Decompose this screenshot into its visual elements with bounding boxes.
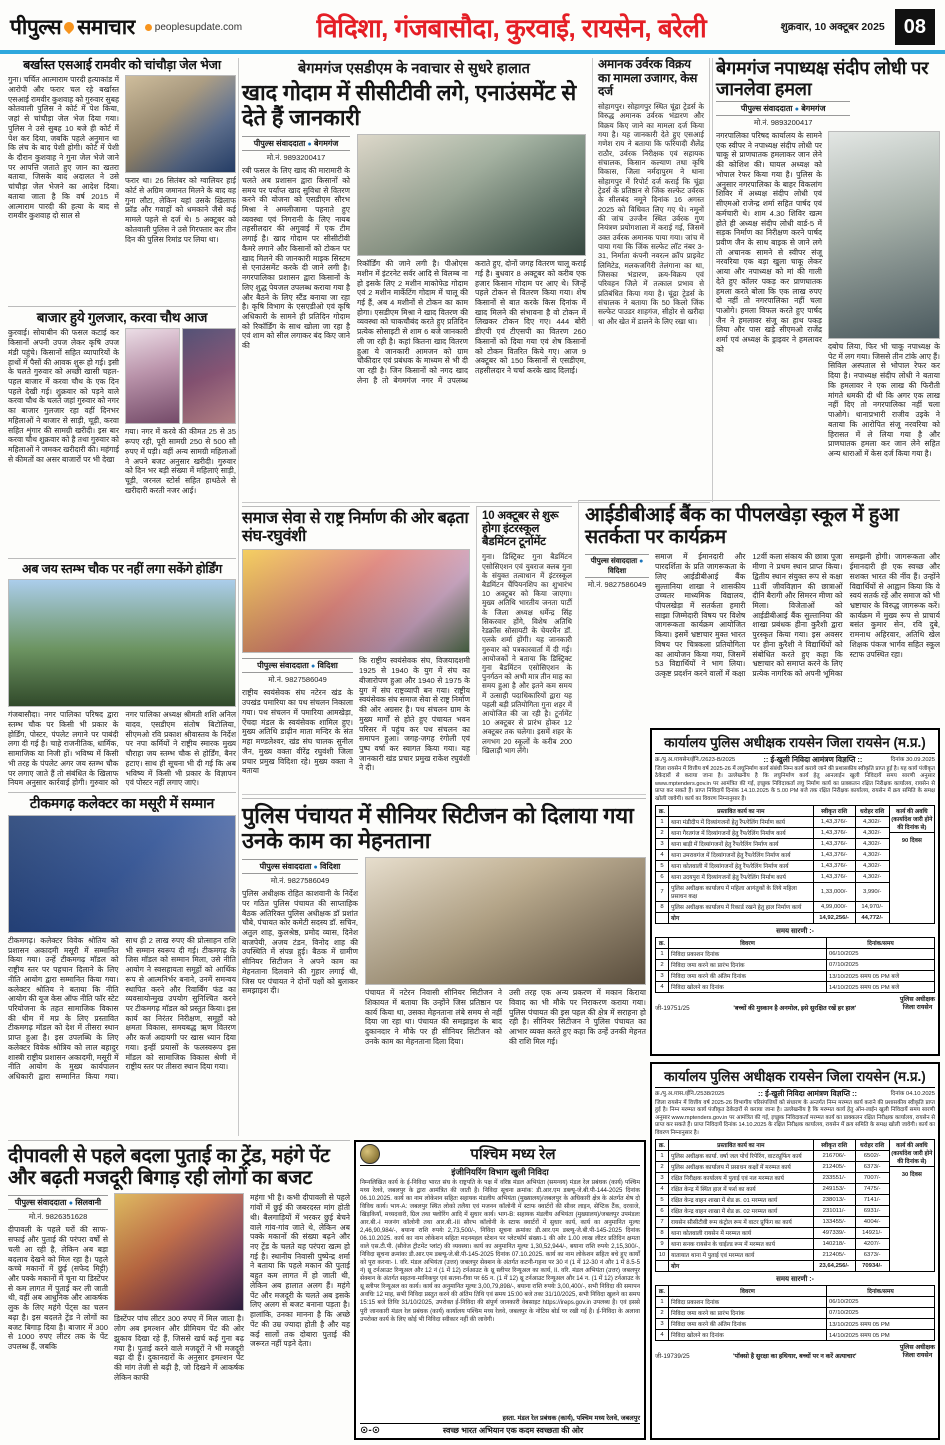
sched-row-desc: निविदा प्रकाशन दिनांक [669,1296,827,1307]
sched-row-no: 4 [656,1329,669,1340]
work-row-no: 2 [656,1161,669,1172]
article-paint-phone: मो.नं. 9826351628 [28,1212,88,1222]
article-panchayat [242,798,646,1046]
photo-rss-path-sanchalan [242,549,470,653]
duration-header: कार्य की अवधि (कार्यादेश जारी होने की दिनांक से) [890,806,934,833]
byline-dot-icon: ● [307,141,312,149]
sched-row-desc: निविदा जमा करने का प्रारंभ दिनांक [669,1307,827,1318]
tender1-office: कार्यालय पुलिस अधीक्षक रायसेन जिला रायसेन (म.प्र.) [655,732,935,754]
sched-row-no: 2 [656,959,669,970]
byline-agency: पीपुल्स संवाददाता [590,556,638,566]
work-row-amount: 212405/- [813,1249,855,1260]
work-row-name: यातायात थाना में पुताई एवं मरम्मत कार्य [669,1249,814,1260]
article-badminton [476,506,572,755]
article-sangh-body-1: राष्ट्रीय स्वयंसेवक संघ नटेरन खंड के उपखंड पमारिया का पथ संचलन निकाला गया। पथ संचलन में पमारिया आमखेड़ा, ऐंचदा मंडल के स्वयंसेवक शामिल हुए। मुख्य अतिथि डाढ़ीन माता मन्दिर के संत महा मण्डलेश्वर, खंड संघ चालक सुनील जैन, मुख्य वक्ता वीरेंद्र रघुवंशी जिला प्रचार प्रमुख विदिशा रहे। मुख्य वक्ता ने बताया [242,688,353,776]
row-divider [242,502,710,503]
sched-header-no: क्र. [656,937,669,948]
work-row-deposit: 3,990/- [855,882,889,901]
work-row-name: थाना उमरावगंज में दिव्यांगजनों हेतु रैंप/रेलिंग निर्माण कार्य [669,849,814,860]
tender1-slogan: 'बच्चों की मुस्कान है अनमोल, इसे सुरक्षित रखें हर हाल' [733,1004,857,1012]
article-khad-body-2: रिकॉर्डिंग की जाने लगी है। पीओएस मशीन में इंटरनेट सर्वर आदि से विलम्ब ना हो इसके लिए 2 मशीन माकोफेड गोदाम एवं 2 मशीन मार्केटिंग गोदाम में चालू की गई हैं, अब 4 मशीनों से टोकन का काम होगा। एसडीएम मिश्रा ने खाद वितरण की व्यवस्था को चाकचौबंद करते हुए प्रतिदिन प्रत्येक सोसाइटी से शाम 6 बजे जानकारी ली जा रही है। कहां कितना खाद वितरण हुआ ये जानकारी आमजन को ग्राम चौकीदार एवं प्रबंधक के माध्यम से भी दी जा रही है। जिन किसानों को नगद खाद लेना है तो बेगमगंज नगर में उपलब्ध कराते हुए, दोनों जगह वितरण चालू कराई गई है। बुधवार 8 अक्टूबर को करीब एक हजार किसान गोदाम पर आए थे। जिन्हें पहले टोकन से वितरण किया गया। शेष किसानों से बात करके किस दिनांक में खाद मिलने की संभावना है वो टोकन में लिखकर टोकन दिए गए। 444 बोरी डीएपी एवं टीएसपी का वितरण 260 किसानों को दिया गया एवं शेष किसानों को टोकन वितरित किये गए। आज 9 अक्टूबर को 150 किसानों से एसडीएम, तहसीलदार ने चर्चा करके खाद दिलाई। [357,259,586,385]
article-collector [8,792,236,1082]
work-row-no: 3 [656,838,669,849]
duration-header: कार्य की अवधि (कार्यादेश जारी होने की दिनांक से) [890,1140,934,1167]
tender-schedule-row [656,1318,935,1329]
railway-title: पश्चिम मध्य रेल [470,1146,556,1163]
tender-notice-2 [650,1062,940,1440]
tender1-code: जी-19751/25 [655,1004,690,1012]
article-panchayat-headline: पुलिस पंचायत में सीनियर सिटीजन को दिलाया गया उनके काम का मेहनताना [242,803,634,854]
article-urvarak-headline: अमानक उर्वरक विक्रय का मामला उजागर, केस दर्ज [598,57,698,99]
railway-emblem-icon [360,1144,380,1164]
work-row-amount: 1,43,376/- [813,860,855,871]
tender-schedule-row [656,1329,935,1340]
work-row-no: 5 [656,860,669,871]
tender-work-row [656,860,890,871]
work-row-deposit: 4004/- [855,1216,889,1227]
photo-paint-shop [114,1193,244,1311]
work-row-name: थाना उदयपुरा में दिव्यांगजनों हेतु रैंप/रेलिंग निर्माण कार्य [669,871,814,882]
work-row-name: थाना मंडीदीप में दिव्यांगजनों हेतु रैंप/रेलिंग निर्माण कार्य [669,816,814,827]
tender2-duration-column [890,1139,935,1272]
article-idbi-headline: आईडीबीआई बैंक का पीपलखेड़ा स्कूल में हुआ सतर्कता पर कार्यक्रम [585,504,899,549]
article-lodhi-byline [716,101,850,116]
sched-row-no: 3 [656,970,669,981]
work-row-amount: 212405/- [813,1161,855,1172]
tender-work-total-row [656,1260,890,1271]
work-row-name: थाना बाड़ी में दिव्यांगजनों हेतु रैंप/रेलिंग निर्माण कार्य [669,838,814,849]
sched-header-desc: विवरण [669,1285,827,1296]
row-divider [242,794,646,795]
masthead [0,4,945,50]
article-jail-body-left: गुना। चर्चित आत्माराम पारदी हत्याकांड में आरोपी और फरार चल रहे बर्खास्त एसआई रामवीर कुशवाह को गुरुवार सुबह कोतवाली पुलिस ने कोर्ट में पेश किया, जहां से चांचौड़ा जेल भेज दिया गया। पुलिस ने उसे सुबह 10 बजे ही कोर्ट में पेश कर दिया, जबकि पहले अनुमान था कि लंच के बाद पेशी होगी। कोर्ट में पेशी के दौरान कुशवाह ने गुना जेल भेजे जाने पर आपत्ति जताते हुए जान का खतरा बताया, जिसके बाद अदालत ने उसे चांचौड़ा जेल भेजने का आदेश दिया। बताया जाता है कि वर्ष 2015 में आत्माराम पारदी की हत्या के बाद से रामवीर कुशवाह दो साल से [8,75,119,221]
tender1-sign-title: पुलिस अधीक्षक [899,995,935,1003]
tender2-slogan: 'पॉक्सो है सुरक्षा का हथियार, बच्चों पर न करें अत्याचार' [733,1352,857,1360]
sched-row-desc: निविदा जमा करने की अंतिम दिनांक [669,970,827,981]
work-row-amount: 497339/- [813,1227,855,1238]
total-amount: 14,92,256/- [813,912,855,923]
article-badminton-body: गुना। डिस्ट्रिक्ट गुना बैडमिंटन एसोसिएशन एवं युवराज क्लब गुना के संयुक्त तत्वाधान में इंटरस्कूल बैडमिंटन चैंपियनशिप का शुभारंभ 10 अक्टूबर को किया जाएगा। मुख्य अतिथि भारतीय जनता पार्टी के जिला अध्यक्ष धर्मेन्द्र सिंह सिकरवार होंगे, विशेष अतिथि रेडक्रॉस सोसायटी के चेयरमैन डॉ. एलके शर्मा होंगी। यह जानकारी गुरुवार को पत्रकारवार्ता में दी गई। आयोजकों ने बताया कि डिस्ट्रिक्ट गुना बैडमिंटन एसोसिएशन के पुनर्गठन को अभी मात्र तीन माह का समय हुआ है और इतने कम समय में उत्साही पदाधिकारियों द्वारा यह पहली बड़ी प्रतियोगिता गुना शहर में आयोजित की जा रही है। टूर्नामेंट 10 अक्टूबर से प्रारंभ होकर 12 अक्टूबर तक चलेगा। इसमें शहर के लगभग 20 स्कूलों के करीब 200 खिलाड़ी भाग लेंगे। [482,552,572,755]
tender2-schedule-title: समय सारणी :- [776,1275,814,1283]
tender-work-row [656,1194,890,1205]
edition-region-line: विदिशा, गंजबासौदा, कुरवाई, रायसेन, बरेली [316,13,707,43]
work-row-deposit: 7141/- [855,1194,889,1205]
tender-work-row [656,1172,890,1183]
sched-header-dt: दिनांक/समय [827,937,935,948]
tender-work-row [656,827,890,838]
sched-row-desc: निविदा खोलने का दिनांक [669,1329,827,1340]
tender2-office: कार्यालय पुलिस अधीक्षक रायसेन जिला रायसेन (म.प्र.) [655,1066,935,1088]
work-row-deposit: 4,302/- [855,860,889,871]
tender-schedule-row [656,1296,935,1307]
railway-footer-slogan: स्वच्छ भारत अभियान एक कदम स्वच्छता की ओर [442,1426,584,1435]
tender-work-row [656,871,890,882]
article-sangh-headline: समाज सेवा से राष्ट्र निर्माण की ओर बढ़ता संघ-रघुवंशी [242,510,469,546]
tender-work-row [656,1161,890,1172]
article-urvarak [592,58,710,326]
col-header-amount: स्वीकृत राशि [813,1139,855,1150]
tender2-ref: क्र./पु.अ./रास./ईनि./2538/2025 [655,1091,725,1097]
col-header-name: प्रस्तावित कार्य का नाम [669,1139,814,1150]
tender2-notice-type: :: ई-खुली निविदा आमंत्रण विज्ञप्ति :: [758,1089,858,1098]
tender2-sign-district: जिला रायसेन [902,1351,933,1359]
page-number: 08 [895,9,935,45]
tender-work-row [656,1249,890,1260]
col-header-amount: स्वीकृत राशि [813,805,855,816]
sched-row-dt: 13/10/2025 समय 05 PM बजे [827,970,935,981]
tender-work-row [656,816,890,827]
article-hoarding-body: गंजबासौदा। नगर पालिका परिषद द्वारा स्तम्भ चौक पर किसी भी प्रकार के होर्डिंग, पोस्टर, पंपलेट लगाने पर पाबंदी लगा दी गई है। चाहे राजनीतिक, धार्मिक, सामाजिक या निजी हों। भविष्य में किसी भी तरह के पंपलेट अगर जय स्तम्भ चौक पर लगाए जाते हैं तो संबंधित के खिलाफ नियम अनुसार कार्रवाई होगी। गुरुवार को नगर पालिका अध्यक्ष श्रीमती शशि अनिल यादव, एसडीएम संतोष बिटोलिया, सीएमओ रवि प्रकाश श्रीवास्तव के निर्देश पर नपा कर्मियों ने राष्ट्रीय स्मारक मुख्य चौराहा जय स्तम्भ चौक से होर्डिंग, बैनर हटाए। साथ ही सूचना भी दी गई कि अब भविष्य में किसी भी प्रकार के विज्ञापन एवं पोस्टर नहीं लगाए जाएं। [8,710,236,788]
tender2-work-table [655,1139,890,1272]
tender-work-row [656,1205,890,1216]
railway-tender-notice [354,1140,646,1440]
work-row-deposit: 4,302/- [855,849,889,860]
byline-dot-icon: ● [68,1200,73,1208]
work-row-deposit: 6502/- [855,1150,889,1161]
work-row-deposit: 4,302/- [855,871,889,882]
article-khad-body-1: रबी फसल के लिए खाद की मारामारी के चलते अब प्रशासन द्वारा किसानों को समय पर पर्याप्त खाद सुविधा से वितरण करने की योजना को एसडीएम सौरभ मिश्रा ने अमलीजामा पहनाते हुए व्यवस्था एवं निगरानी के लिए नायब तहसीलदार की अगुवाई में एक टीम लगाई है। खाद गोदाम पर सीसीटीवी कैमरे लगाने और किसानों को टोकन पर खाद मिलने की जानकारी माइक सिस्टम से एनाउंसमेंट करके दी जाने लगी है। नगरपालिका प्रशासन द्वारा किसानों के लिए शुद्ध पेयजल उपलब्ध कराया गया है और बैठने के लिए स्टैंड बनाया जा रहा है। कृषि विभाग के एसएडीओ एवं कृषि अधिकारी के सामने ही प्रतिदिन गोदाम को रिकॉर्डिंग के साथ खोला जा रहा है एवं शाम को सील लगाकर बंद किए जाने की [242,166,350,351]
column-divider [712,58,713,502]
work-row-name: रक्षित केन्द्र वाहन शाखा में शेड क्र. 01 मरम्मत कार्य [669,1194,814,1205]
article-paint-body-1: दीपावली के पहले घरों की साफ-सफाई और पुताई की परंपरा वर्षों से चली आ रही है, लेकिन अब बड़ा बदलाव देखने को मिल रहा है। पहले कच्चे मकानों में छुई (सफेद मिट्टी) और पक्के मकानों में चूना या डिस्टेंपर से कम लागत में पुताई कर ली जाती थी, वहीं अब आधुनिक और आकर्षक लुक के लिए महंगे पेंट्स का चलन बढ़ा है। इस बदलते ट्रेंड ने लोगों का बजट बिगाड़ दिया है। बाजार में 300 से 1000 रुपए लीटर तक के पेंट उपलब्ध हैं, जबकि [8,1225,108,1352]
article-khad-phone: मो.नं. 9893200417 [266,153,326,163]
work-row-no: 8 [656,901,669,912]
article-idbi-phone: मो.नं. 9827586049 [587,580,647,590]
tender1-intro: जिला रायसेन में वित्तीय वर्ष 2025-26 में लघुनिर्माण कार्य संबंधी निम्न कार्य कराये जाने की प्रशासकीय स्वीकृति प्राप्त हुई है। यह कार्य पंजीकृत ठेकेदारों से कराया जाना है। उल्लेखनीय है कि लघुनिर्माण कार्य हेतु आनलाईन खुली निविदायें समय सारणी अनुसार www.mptenders.gov.in पर आमंत्रित की गई, इच्छुक निविदाकर्ता लघु निर्माण कार्य का प्राक्कलन रक्षित निरीक्षक कार्यालय, रायसेन से प्राप्त कर सकते हैं। प्राप्त निविदायें दिनांक 14.10.2025 के 5.00 PM बजे तक रक्षित निरीक्षक कार्यालय, रायसेन में क्रय समिति के समक्ष खोली जावेगी। कार्य का विवरण निम्नानुसार है। [655,766,935,802]
work-row-amount: 1,43,376/- [813,827,855,838]
website-url: peoplesupdate.com [154,21,243,33]
tender1-schedule-table [655,937,935,993]
work-row-deposit: 6373/- [855,1161,889,1172]
sched-row-no: 3 [656,1318,669,1329]
work-row-deposit: 6931/- [855,1205,889,1216]
location-pin-icon [62,20,76,34]
sched-row-no: 2 [656,1307,669,1318]
article-jail-headline: बर्खास्त एसआई रामवीर को चांचौड़ा जेल भेजा [23,58,221,72]
tender-work-row [656,1150,890,1161]
tender2-intro: जिला रायसेन में वित्तीय वर्ष 2025-26 विभागीय परिसंपत्तियों को संधारण के अन्तर्गत निम्न मरम्मत कार्य कराने की प्रशासकीय स्वीकृति प्राप्त हुई है। निम्न मरम्मत कार्य पंजीकृत ठेकेदारों से कराया जाना है। उल्लेखनीय है कि मरम्मत कार्य हेतु ऑन-लाईन खुली निविदायें समय सारणी अनुसार www.mptenders.gov.in पर आमंत्रित की गई, इच्छुक निविदाकर्ता मरम्मत कार्य का प्राक्कलन रक्षित निरीक्षक कार्यालय, रायसेन से प्राप्त कर सकते हैं। प्राप्त निविदायें दिनांक 14.10.2025 के रक्षित निरीक्षक कार्यालय, रायसेन में क्रय समिति के समक्ष खोली जावेगी। कार्य का विवरण निम्नानुसार है। [655,1100,935,1136]
byline-agency: पीपुल्स संवाददाता [257,661,309,671]
work-row-no: 1 [656,816,669,827]
tender2-schedule-table [655,1285,935,1341]
total-label: योग [669,912,814,923]
sched-row-desc: निविदा खोलने का दिनांक [669,981,827,992]
article-jail-body-right: फरार था। 26 सितंबर को ग्वालियर हाई कोर्ट से अग्रिम जमानत मिलने के बाद वह गुना लौटा, लेकिन यहां उसके खिलाफ फ्रॉड और गवाहों को धमकाने जैसे कई मामले पहले से दर्ज थे। 5 अक्टूबर को कोतवाली पुलिस ने उसे गिरफ्तार कर तीन दिन की पुलिस रिमांड पर लिया था। [125,176,236,244]
date-line: शुक्रवार, 10 अक्टूबर 2025 [780,21,885,33]
photo-karwa-chauth-market [182,328,237,424]
byline-agency: पीपुल्स संवाददाता [740,104,793,114]
work-row-no: 5 [656,1194,669,1205]
photo-collector-award-ceremony [8,815,236,933]
work-row-name: थाना कोतवाली रायसेन में मरम्मत कार्य [669,1227,814,1238]
sched-header-dt: दिनांक/समय [827,1285,935,1296]
tender-schedule-row [656,948,935,959]
article-idbi-byline [585,554,649,578]
tender-schedule-row [656,1307,935,1318]
byline-agency: पीपुल्स संवाददाता [253,139,306,149]
tender1-work-table [655,805,890,924]
sched-row-dt: 06/10/2025 [827,1296,935,1307]
work-row-no: 8 [656,1227,669,1238]
article-paint-body-3: महंगा भी है। कभी दीपावली से पहले गांवों में छुई की जबरदस्त मांग होती थी। बैलगाड़ियों में भरकर छुई बेचने वाले गांव-गांव जाते थे, लेकिन अब पक्के मकानों की संख्या बढ़ने और नए ट्रेंड के चलते यह परंपरा खत्म हो गई है। स्थानीय निवासी पुष्पेन्द्र शर्मा ने बताया कि पहले मकान की पुताई बहुत कम लागत में हो जाती थी, लेकिन अब हालात अलग हैं। महंगे पेंट और मजदूरी के चलते अब इसके लिए अलग से बजट बनाना पड़ता है। हालांकि, उनका मानना है कि अच्छे पेंट की उम्र ज्यादा होती है और यह कई सालों तक दोबारा पुताई की जरूरत नहीं पड़ने देता। [250,1193,350,1349]
work-row-no: 10 [656,1249,669,1260]
byline-dot-icon: ● [313,864,318,872]
work-row-deposit: 7007/- [855,1172,889,1183]
tender-work-row [656,1183,890,1194]
tender2-sign-title: पुलिस अधीक्षक [899,1343,935,1351]
photo-karwa-chauth-woman [125,328,180,424]
header-rule [0,50,945,54]
work-row-no: 4 [656,1183,669,1194]
tender-work-row [656,1216,890,1227]
article-panchayat-body-2: पंचायत में नटेरन निवासी सीनियर सिटीजन ने शिकायत में बताया कि उन्होंने जिस प्रतिष्ठान पर कार्य किया था, उसका मेहनताना लंबे समय से नहीं दिया जा रहा था। पंचायत की समझाइश के बाद दुकानदार ने मौके पर ही सीनियर सिटीजन को उनके काम का मेहनताना दिला दिया। [365,988,502,1046]
column-divider [238,58,239,1136]
tender1-ref: क्र./पु.अ./रायसेन/ईनि./2623-B/2025 [655,757,736,763]
article-lodhi-body-1: नगरपालिका परिषद कार्यालय के सामने एक स्वीपर ने नपाध्यक्ष संदीप लोधी पर चाकू से प्राणघातक हमलाकर जान लेने की कोशिश की। घायल अध्यक्ष को भोपाल रेफर किया गया है। पुलिस के अनुसार नगरपालिका के बाहर विकलांग शिविर में अध्यक्ष संदीप लोधी एवं सीएमओ राजेन्द्र शर्मा सहित पार्षद एवं कर्मचारी थे। शाम 4.30 शिविर खत्म होते ही अध्यक्ष संदीप लोधी वार्ड-5 में सड़क निर्माण का निरीक्षण करने पार्षद प्रवीण जैन के साथ बाइक से जाने लगे तो अचानक सामने से स्वीपर संजू नरवरिया एक बड़ा खुला चाकू लेकर आया और नपाध्यक्ष को मां की गाली देते हुए कॉलर पकड़ कर प्राणघातक हमला करते बोला कि एक लाख रुपए दो नहीं तो नगरपालिका नहीं चला पाओगे। हमला विफल करते हुए पार्षद जैन ने हमलावर संजू का हाथ पकड़ लिया और पास खड़े सीएमओ राजेंद्र शर्मा एवं अध्यक्ष के ड्राइवर ने हमलावर को [716,131,822,354]
article-bazar-body-left: कुरवाई। सोयाबीन की फसल कटाई कर किसानों अपनी उपज लेकर कृषि उपज मंडी पहुंचे। किसानों सहित व्यापारियों के हाथों में पैसों की आवक शुरू हो गई। इसी के चलते गुरुवार को अच्छी खासी चहल-पहल बाजार में करवा चौथ के एक दिन पहले देखी गई। शुक्रवार को पड़ने वाले करवा चौथ के चलते जहां गुरुवार को नगर का बाजार गुलजार रहा वहीं दिनभर महिलाओं ने बाजार से साड़ी, चूड़ी, करवा सहित शृंगार की सामग्री खरीदी। इस बार करवा चौथ शुक्रवार को है तथा गुरुवार को महिलाओं ने जमकर खरीदारी की। महंगाई से कीमतों का असर बाजारों पर भी देखा [8,328,119,464]
col-header-deposit: धरोहर राशि [855,805,889,816]
photo-police-panchayat-meeting [365,857,646,985]
sched-row-dt: 14/10/2025 समय 05 PM [827,1329,935,1340]
total-label: योग [669,1260,814,1271]
photo-sandeep-lodhi [828,131,940,339]
article-hoarding-headline: अब जय स्तम्भ चौक पर नहीं लगा सकेंगे होर्डिंग [22,562,222,576]
article-sangh-byline [242,658,353,673]
article-idbi [578,500,940,720]
work-row-amount: 216706/- [813,1150,855,1161]
article-sangh [242,506,470,776]
work-row-name: रक्षित केन्द्र वाहन शाखा में शेड क्र. 02 मरम्मत कार्य [669,1205,814,1216]
tender2-date: दिनांक 04.10.2025 [890,1091,935,1097]
byline-dot-icon: ● [639,558,644,566]
col-header-deposit: धरोहर राशि [855,1139,889,1150]
work-row-no: 1 [656,1150,669,1161]
article-jail [8,58,236,244]
tender1-notice-type: :: ई-खुली निविदा आमंत्रण विज्ञप्ति :: [763,755,863,764]
work-row-name: रक्षित निरीक्षक कार्यालय में पुताई एवं नल मरम्मत कार्य [669,1172,814,1183]
byline-dot-icon: ● [311,663,316,671]
tender-schedule-row [656,981,935,992]
orange-dot-icon [145,24,152,31]
work-row-amount: 238013/- [813,1194,855,1205]
work-row-no: 6 [656,871,669,882]
duration-value: 30 दिवस [901,1171,922,1178]
tender1-schedule-title: समय सारणी :- [776,927,814,935]
work-row-amount: 231011/- [813,1205,855,1216]
work-row-name: रायसेन सीसीटीवी रूम कंट्रोल रूम में वाटर प्रूफिंग का कार्य [669,1216,814,1227]
article-bazar-body-right: गया। नगर में करवे की कीमत 25 से 35 रूपए रही, पूरी सामग्री 250 से 500 सौ रुपए में पड़ी। वहीं अन्य सामग्री महिलाओं ने अपने बजट अनुसार खरीदी। गुरुवार को दिन भर बड़ी संख्या में महिलाएं साड़ी, चूड़ी, जरनल स्टोर्स सहित हाथठेले से खरीदारी करती नजर आई। [125,427,236,495]
logo-word-2: समाचार [77,16,135,39]
tender1-sign-district: जिला रायसेन [902,1003,933,1011]
tender-schedule-row [656,959,935,970]
article-khad-headline: खाद गोदाम में सीसीटीवी लगे, एनाउंसमेंट से देते हैं जानकारी [242,80,577,131]
byline-dot-icon: ● [794,106,799,114]
article-lodhi-body-2: दबोच लिया, फिर भी चाकू नपाध्यक्ष के पेट में लग गया। जिससे तीन टांके आए हैं। सिविल अस्पताल से भोपाल रेफर कर दिया है। नपाध्यक्ष संदीप लोधी ने बताया कि हमलावर ने एक लाख की फिरौती मांगते धमकी दी थी कि अगर एक लाख नहीं दिए तो नगरपालिका नहीं चला पाओगे। थानाप्रभारी राजीव उइके ने बताया कि आरोपित संजू नरवरिया को हिरासत में ले लिया गया है और प्राणघातक हमला कर जान लेने सहित अन्य धाराओं में केस दर्ज किया गया है। [828,342,940,458]
sched-row-dt: 06/10/2025 [827,948,935,959]
work-row-name: थाना कोतवाली में दिव्यांगजनों हेतु रैंप/रेलिंग निर्माण कार्य [669,860,814,871]
work-row-no: 2 [656,827,669,838]
photo-jail-escort [125,75,236,173]
article-lodhi [716,58,940,459]
sched-row-desc: निविदा जमा करने की अंतिम दिनांक [669,1318,827,1329]
work-row-deposit: 4,302/- [855,838,889,849]
article-paint-byline [8,1195,108,1210]
article-idbi-body: समाज में ईमानदारी और पारदर्शिता के प्रति जागरूकता के लिए आईडीबीआई बैंक सुल्तानिया शाखा ने शासकीय उच्चतर माध्यमिक विद्यालय, पीपलखेड़ा में सतर्कता हमारी साझा जिम्मेदारी विषय पर विशेष जागरूकता कार्यक्रम आयोजित किया। इसमें भ्रष्टाचार मुक्त भारत विषय पर चित्रकला प्रतियोगिता का आयोजन किया गया, जिसमें 53 विद्यार्थियों ने भाग लिया। उत्कृष्ट प्रदर्शन करने वालों में कक्षा 12वीं कला संकाय की छात्रा पूजा मीणा ने प्रथम स्थान प्राप्त किया। द्वितीय स्थान संयुक्त रूप से कक्षा 11वीं जीवविज्ञान की छात्राओं दीनि बैरागी और सिमरन मीणा को मिला। विजेताओं को आईडीबीआई बैंक सुल्तानिया की शाखा प्रबंधक हीना कुरैशी द्वारा पुरस्कृत किया गया। इस अवसर पर हीना कुरैशी ने विद्यार्थियों को संबोधित करते हुए कहा कि भ्रष्टाचार को समाप्त करने के लिए प्रत्येक नागरिक को अपनी भूमिका समझनी होगी। जागरूकता और ईमानदारी ही एक स्वच्छ और सशक्त भारत की नींव हैं। उन्होंने विद्यार्थियों से आह्वान किया कि वे स्वयं सतर्क रहें और समाज को भी भ्रष्टाचार के विरुद्ध जागरूक करें। कार्यक्रम में मुख्य रूप से प्राचार्य बसंत कुमार सेन, रवि दुबे, रामनाथ अहिरवार, अतिथि खेल शिक्षक पंकज भार्गव सहित स्कूल स्टाफ उपस्थित रहा। [655,552,940,679]
work-row-amount: 4,99,000/- [813,901,855,912]
work-row-deposit: 14921/- [855,1227,889,1238]
work-row-amount: 1,43,376/- [813,849,855,860]
sched-row-no: 4 [656,981,669,992]
sched-row-dt: 07/10/2025 [827,959,935,970]
work-row-deposit: 4207/- [855,1238,889,1249]
work-row-amount: 1,43,376/- [813,871,855,882]
tender2-code: जी-19739/25 [655,1352,690,1360]
tender-work-row [656,1238,890,1249]
tender-work-row [656,849,890,860]
sched-row-dt: 13/10/2025 समय 05 PM [827,1318,935,1329]
work-row-no: 9 [656,1238,669,1249]
work-row-deposit: 7475/- [855,1183,889,1194]
article-paint [8,1140,350,1382]
work-row-amount: 133455/- [813,1216,855,1227]
sched-row-desc: निविदा प्रकाशन दिनांक [669,948,827,959]
article-panchayat-phone: मो.नं. 9827586049 [270,876,330,886]
article-urvarak-body: सोहागपुर। सोहागपुर स्थित चूंद्रा ट्रेडर्स के विरुद्ध अमानक उर्वरक भंडारण और विक्रय किए जाने का मामला दर्ज किया गया है। यह जानकारी देते हुए एसआई गणेश राय ने बताया कि फरियादी शैलेंद्र राठौर, उर्वरक निरीक्षक एवं सहायक संचालक, किसान कल्याण तथा कृषि विकास, जिला नर्मदापुरम ने थाना सोहागपुर में रिपोर्ट दर्ज कराई कि चूंद्रा ट्रेडर्स के प्रतिष्ठान से जिंक सल्फेट उर्वरक के सीलबंद नमूने दिनांक 16 अगस्त 2025 को विधिवत लिए गए थे। नमूनों की जांच उज्जैन स्थित उर्वरक गुण नियंत्रण प्रयोगशाला में कराई गई, जिसमें उक्त उर्वरक अमानक पाया गया। जांच में पाया गया कि जिंक सल्फेट लॉट नंबर 3-31, निर्माता कंपनी नवरत्न क्रॉप प्राइवेट लिमिटेड, मलकजगिरी तेलंगाना का था, जिसका भंडारण, क्रय-विक्रय एवं परिवहन जिले में तत्काल प्रभाव से प्रतिबंधित किया गया है। चूंद्रा ट्रेडर्स के संचालक ने बताया कि 50 किलो जिंक सल्फेट पाउडर शाहगंज, सीहोर से खरीदा था और खेत में डालने के लिए रखा था। [598,102,704,326]
sched-row-desc: निविदा जमा करने का प्रारंभ दिनांक [669,959,827,970]
article-hoarding [8,558,236,788]
logo-word-1: पीपुल्स [10,16,62,39]
work-row-amount: 1,43,376/- [813,816,855,827]
byline-place: विदिशा [317,661,338,671]
article-collector-headline: टीकमगढ़ कलेक्टर का मसूरी में सम्मान [29,795,215,811]
tender-work-total-row [656,912,890,923]
article-lodhi-headline: बेगमगंज नपाध्यक्ष संदीप लोधी पर जानलेवा हमला [716,58,929,99]
byline-place: विदिशा [607,566,627,576]
byline-agency: पीपुल्स संवाददाता [259,862,312,872]
sched-header-no: क्र. [656,1285,669,1296]
article-badminton-headline: 10 अक्टूबर से शुरू होगा इंटरस्कूल बैडमिंटन टूर्नामेंट [482,510,559,549]
work-row-name: पुलिस अधीक्षक कार्यालय में रिकार्ड रखने हेतु हाल निर्माण कार्य [669,901,814,912]
tender-work-row [656,901,890,912]
work-row-no: 7 [656,882,669,901]
newspaper-logo [10,13,135,41]
total-amount: 23,64,256/- [813,1260,855,1271]
work-row-name: पुलिस अधीक्षक कार्या. वर्षा जल पोर्च रिपेरिंग, वाटरप्रूफिंग कार्य [669,1150,814,1161]
article-paint-headline: दीपावली से पहले बदला पुताई का ट्रेंड, महंगे पेंट और बढ़ती मजदूरी बिगाड़ रही लोगों का बजट [8,1145,330,1190]
sched-row-no: 1 [656,948,669,959]
tender-schedule-row [656,970,935,981]
tender-notice-1 [650,728,940,1056]
work-row-no: 7 [656,1216,669,1227]
work-row-name: रक्षित केन्द्र में स्थित हाल में फर्श का कार्य [669,1183,814,1194]
duration-value: 90 दिवस [901,837,922,844]
sched-row-dt: 14/10/2025 समय 05 PM बजे [827,981,935,992]
work-row-name: थाना सनक रायसेन के चाईल्ड रूम में मरम्मत कार्य [669,1238,814,1249]
article-khad-kicker: बेगमगंज एसडीएम के नवाचार से सुधरे हालात [298,61,530,77]
swachh-bharat-glasses-icon: ⊙-⊙ [360,1424,381,1436]
work-row-amount: 140218/- [813,1238,855,1249]
tender-work-row [656,882,890,901]
work-row-deposit: 6373/- [855,1249,889,1260]
article-bazar-headline: बाजार हुये गुलजार, करवा चौथ आज [36,310,208,325]
article-bazar [8,306,236,495]
article-lodhi-phone: मो.नं. 9893200417 [753,118,813,128]
byline-agency: पीपुल्स संवाददाता [14,1198,67,1208]
article-panchayat-body-1: पुलिस अधीक्षक रोहित काशवानी के निर्देश पर गठित पुलिस पंचायत की साप्ताहिक बैठक अतिरिक्त पुलिस अधीक्षक डॉ प्रशांत चौबे, पंचायत कोर कमेटी सदस्य डॉ. सचिन, अतुल शाह, कुलश्रेष्ठ, प्रमोद व्यास, दिनेश बाजपेयी, अजय टंडन, विनोद शाह की उपस्थिति में संपन्न हुई। बैठक में ग्रामीण सीनियर सिटीजन ने अपने काम का मेहनताना दिलवाने की गुहार लगाई थी, जिस पर पंचायत ने दोनों पक्षों को बुलाकर समझाइश दी। [242,889,358,996]
tender1-date: दिनांक 30.09.2025 [890,757,935,763]
article-collector-body: टीकमगढ़। कलेक्टर विवेक श्रोतिय को प्रशासन अकादमी मसूरी में सम्मानित किया गया। उन्हें टीकमगढ़ मॉडल को राष्ट्रीय स्तर पर पहचान दिलाने के लिए नीति आयोग द्वारा सम्मानित किया गया। कलेक्टर श्रोतिय ने बताया कि नीति आयोग की यूज केस ऑफ नीति फॉर स्टेट परियोजना के तहत सामाजिक विकास की थीम में मप्र के लिए प्रस्तावित टीकमगढ़ मॉडल को देश में तीसरा स्थान प्राप्त हुआ है। इस उपलब्धि के लिए कलेक्टर विवेक श्रोत्रिय को लाल बहादुर शास्त्री राष्ट्रीय प्रशासन अकादमी, मसूरी में नीति आयोग के मुख्य कार्यपालन अधिकारी द्वारा सम्मानित किया गया। साथ ही 2 लाख रुपए की प्रोत्साहन राशि भी सम्मान स्वरूप दी गई। टीकमगढ़ के जिस मॉडल को सम्मान मिला, उसे नीति आयोग ने स्वसहायता समूहों को आर्थिक रूप से आत्मनिर्भर बनाने, उनमें समन्वय स्थापित करने और रिवार्बिंग फंड का व्यवसायोन्मुख उपयोग सुनिश्चित करने पर टीकमगढ़ मॉडल को प्रस्तुत किया। इस कार्य का निरंतर निरीक्षण, समूहों को क्षमता विकास, समयबद्ध ऋण वितरण और कर्ज अदायगी पर खास ध्यान दिया गया। इन्हीं प्रयासों के फलस्वरूप इस मॉडल को सामाजिक विकास श्रेणी में राष्ट्रीय स्तर पर तीसरा स्थान दिया गया। [8,935,236,1082]
total-deposit: 70934/- [855,1260,889,1271]
work-row-amount: 1,33,000/- [813,882,855,901]
total-deposit: 44,772/- [855,912,889,923]
tender1-duration-column [890,805,935,924]
photo-jay-stambh-chowk [8,579,236,707]
work-row-deposit: 4,302/- [855,816,889,827]
article-panchayat-byline [242,859,358,874]
byline-place: सिलवानी [75,1198,102,1208]
article-paint-body-2: डिस्टेंपर पांच लीटर 300 रुपए में मिल जाता है। लोग अब इमल्शन और प्रीमियम पेंट की ओर झुकाव दिखा रहे हैं, जिससे खर्च कई गुना बढ़ गया है। पुताई करने वाले मजदूरों ने भी मजदूरी बढ़ा दी है। दुकानदारों के अनुसार इमल्शन पेंट की मांग तेजी से बढ़ी है, जो दिखने में आकर्षक लेकिन काफी [114,1314,244,1382]
article-sangh-body-2: कि राष्ट्रीय स्वयंसेवक संघ, विजयादशमी 1925 से 1940 के युग में संघ का बीजारोपण हुआ और 1940 से 1975 के युग में संघ राष्ट्रव्यापी बन गया। राष्ट्रीय स्वयंसेवक संघ समाज सेवा से राष्ट्र निर्माण की ओर अग्रसर है। पथ संचलन ग्राम के मुख्य मार्गों से होते हुए पंचायत भवन परिसर में पहुंच कर पथ संचलन का समापन हुआ। जगह-जगह रंगोली एवं पुष्प वर्षा कर स्वागत किया गया। यह जानकारी खंड प्रचार प्रमुख राकेश रघुवंशी ने दी। [359,656,470,773]
tender-work-row [656,838,890,849]
work-row-amount: 233551/- [813,1172,855,1183]
byline-place: बेगमगंज [801,104,826,114]
sched-row-dt: 07/10/2025 [827,1307,935,1318]
work-row-amount: 1,43,376/- [813,838,855,849]
article-sangh-phone: मो.नं. 9827586049 [268,675,327,685]
col-header-no: क्र. [656,1139,669,1150]
work-row-no: 3 [656,1172,669,1183]
sched-row-no: 1 [656,1296,669,1307]
work-row-name: पुलिस अधीक्षक कार्यालय में प्रसाधन कक्षों में मरम्मत कार्य [669,1161,814,1172]
work-row-name: थाना गैरतगंज में दिव्यांगजनों हेतु रैंप/रेलिंग निर्माण कार्य [669,827,814,838]
sched-header-desc: विवरण [669,937,827,948]
byline-place: बेगमगंज [314,139,339,149]
railway-signature: हस्ता. मंडल रेल प्रबंधक (कार्य), पश्चिम मध्य रेलवे, जबलपुर [502,1415,640,1422]
work-row-no: 4 [656,849,669,860]
work-row-deposit: 4,302/- [855,827,889,838]
work-row-name: पुलिस अधीक्षक कार्यालय में महिला आगंतुकों के लिये महिला प्रसाधन कक्ष [669,882,814,901]
col-header-no: क्र. [656,805,669,816]
article-khad [242,58,586,386]
railway-subtitle: इंजीनियरिंग विभाग खुली निविदा [451,1167,549,1177]
article-panchayat-body-3: उसी तरह एक अन्य प्रकरण में मकान किराया विवाद का भी मौके पर निराकरण कराया गया। पुलिस पंचायत की इस पहल की क्षेत्र में सराहना हो रही है। सीनियर सिटीजन ने पुलिस पंचायत का आभार व्यक्त करते हुए कहा कि उन्हें उनकी मेहनत की राशि मिल गई। [509,988,646,1046]
work-row-amount: 249153/- [813,1183,855,1194]
photo-fertilizer-godown [357,134,586,256]
col-header-name: प्रस्तावित कार्य का नाम [669,805,814,816]
website-line [145,22,242,33]
work-row-deposit: 14,970/- [855,901,889,912]
tender-work-row [656,1227,890,1238]
article-khad-byline [242,136,350,151]
railway-body: निम्नलिखित कार्य के ई-निविदा भारत संघ के राष्ट्रपति के पक्ष में वरिष्ठ मंडल अभियंता (समन्वय) मंडल रेल प्रबंधक (कार्य) पश्चिम मध्य रेलवे, जबलपुर के द्वारा आमंत्रित की जाती है। निविदा सूचना क्रमांक: डी.आर.एम डब्ल्यू-जे.बी.पी-144-2025 दिनांक 06.10.2025. कार्य का नाम लोकेशन सहितः सहायक मंडलीय अभियंता (मुख्यालय)/जबलपुर के अधिकारी क्षेत्र के अंतर्गत शेष दो विविध कार्य। भाग-A: जबलपुर स्थित लोको तलैया एवं मजनन कॉलोनी में स्टाफ क्वार्टरों की सीवर लाइन, सेप्टिक टैंक, दरवाजे, खिड़कियाँ, मध्यदवारी, ग्रिल तथा फ्लोरिंग आदि में सुधार कार्य। भाग-B: सहायक मंडलीय अभियंता (मुख्यालय)/जबलपुर उपमंडलः आर.बी.-I मजनंग कॉलोनी तथा आर.बी.-III सौरभ कॉलोनी के स्टाफ क्वार्टरों में सुधार कार्य, कार्य का अनुमानित मूल्यः 2,46,90,984/-, बयाना राशि रुपयेः 2,73,500/-, निविदा सूचना क्रमांकः डी.आर.एम डब्ल्यू-जे.बी.पी-145-2025 दिनांक 06.10.2025. कार्य का नाम लोकेशन सहितः मदनमहल स्टेशन पर प्लेटफॉर्म संख्या-1 की ओर 1.00 लाख लीटर प्रतिदिन क्षमता वाले एस.टी.पी. (सीवेज ट्रीटमेंट प्लांट) की व्यवस्था। कार्य का अनुमानित मूल्यः 1,30,52,944/-, बयाना राशि रुपयेः 2,15,300/-, निविदा सूचना क्रमांकः डी.आर.एम डब्ल्यू-जे.बी.पी-145-2025 दिनांक 07.10.2025. कार्य का नाम लोकेशन सहितः बचे हुए कार्यों को पूरा करनाः- I. वरि. मंडल अभियंता (उत्तर) जबलपुर सेक्शन के अंतर्गत कटनी-गहना पर 30 नं (1 में 12-30 नं और 1 में 8.5-5 नं) थ्रू टर्नआउट रिन्यूअल और 12 नं (1 में 12) टर्नआउट के थ्रू स्लीपर रिन्यूअल का कार्य, II. वरि. मंडल अभियंता (उत्तर) जबलपुर सेक्शन के अंतर्गत सहतना-मानिकपुर एवं सतना-रीवा पर 65 न. (1 में 12) थ्रू टर्नआउट रिन्यूअल और 14 न. (1 में 12) टर्नआउट के थ्रू स्लीपर रिन्यूअल का कार्य। कार्य का अनुमानित मूल्यः 3,00,79,898/-, बयाना राशि रुपयेः 3,00,400/-, सभी निविदा की समापन अवधिः 12 माह, सभी निविदा प्रस्तुत करने की अंतिम तिथि एवं समय 15:00 बजे तकः 31/10/2025, सभी निविदा खुलने का समय 15:15 बजे तिथिः 31/10/2025, उपरोक्त ई-निविदा की संपूर्ण जानकारी वेबसाइट https://ireps.gov.in उपलब्ध है। एवं इससे पूरी जानकारी मंडल रेल प्रबंधक (कार्य) कार्यालय पश्चिम मध्य रेलवे, जबलपुर के नोटिस बोर्ड पर रखी गई है। ई-निविदा के अलावा उपरोक्त कार्य के लिए कोई भी निविदा स्वीकार नहीं की जावेगी। [360,1180,640,1323]
work-row-no: 6 [656,1205,669,1216]
byline-place: विदिशा [319,862,341,872]
